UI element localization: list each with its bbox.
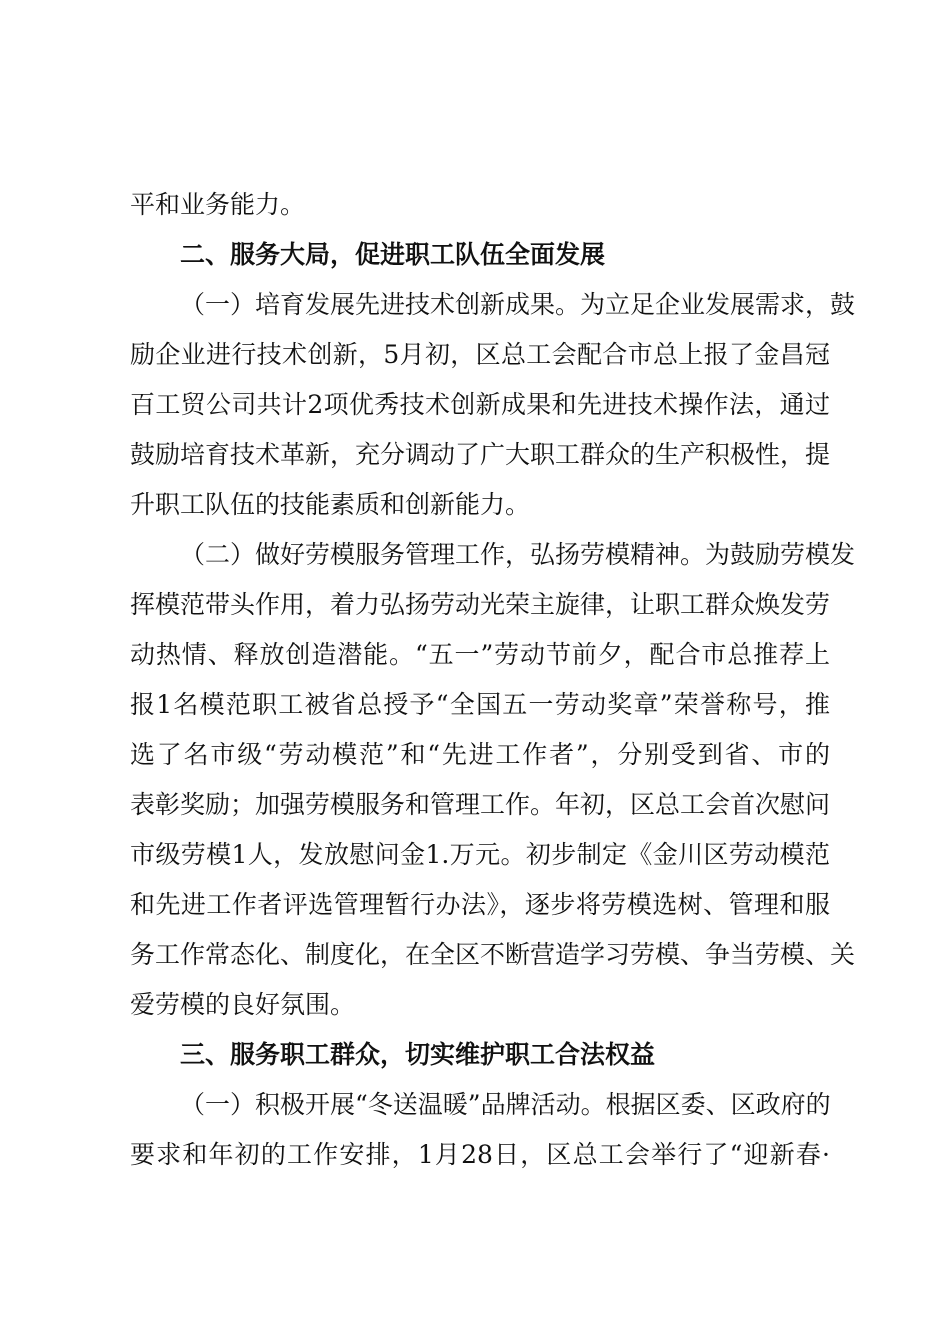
paragraph-line: （一）培育发展先进技术创新成果。为立足企业发展需求，鼓 (180, 290, 856, 319)
paragraph-line: 鼓励培育技术革新，充分调动了广大职工群众的生产积极性，提 (130, 440, 831, 469)
paragraph-line: 务工作常态化、制度化，在全区不断营造学习劳模、争当劳模、关 (130, 940, 856, 969)
paragraph-line: 升职工队伍的技能素质和创新能力。 (130, 490, 531, 519)
section-heading: 三、服务职工群众，切实维护职工合法权益 (180, 1040, 656, 1069)
paragraph-line: 爱劳模的良好氛围。 (130, 990, 356, 1019)
paragraph-line: （二）做好劳模服务管理工作，弘扬劳模精神。为鼓励劳模发 (180, 540, 856, 569)
paragraph-line: （一）积极开展“冬送温暖”品牌活动。根据区委、区政府的 (180, 1090, 831, 1119)
paragraph-line: 要求和年初的工作安排，1月28日，区总工会举行了“迎新春· (130, 1140, 830, 1169)
paragraph-line: 励企业进行技术创新，5月初，区总工会配合市总上报了金昌冠 (130, 340, 830, 369)
paragraph-line: 挥模范带头作用，着力弘扬劳动光荣主旋律，让职工群众焕发劳 (130, 590, 831, 619)
paragraph-line: 百工贸公司共计2项优秀技术创新成果和先进技术操作法，通过 (130, 390, 830, 419)
paragraph-line: 市级劳模1人，发放慰问金1.万元。初步制定《金川区劳动模范 (130, 840, 830, 869)
paragraph-line: 选了名市级“劳动模范”和“先进工作者”，分别受到省、市的 (130, 740, 830, 769)
paragraph-line: 和先进工作者评选管理暂行办法》，逐步将劳模选树、管理和服 (130, 890, 830, 919)
paragraph-line: 动热情、释放创造潜能。“五一”劳动节前夕，配合市总推荐上 (130, 640, 830, 669)
paragraph-line: 报1名模范职工被省总授予“全国五一劳动奖章”荣誉称号，推 (130, 690, 830, 719)
section-heading: 二、服务大局，促进职工队伍全面发展 (180, 240, 606, 269)
paragraph-line: 平和业务能力。 (130, 190, 306, 219)
paragraph-line: 表彰奖励；加强劳模服务和管理工作。年初，区总工会首次慰问 (130, 790, 831, 819)
